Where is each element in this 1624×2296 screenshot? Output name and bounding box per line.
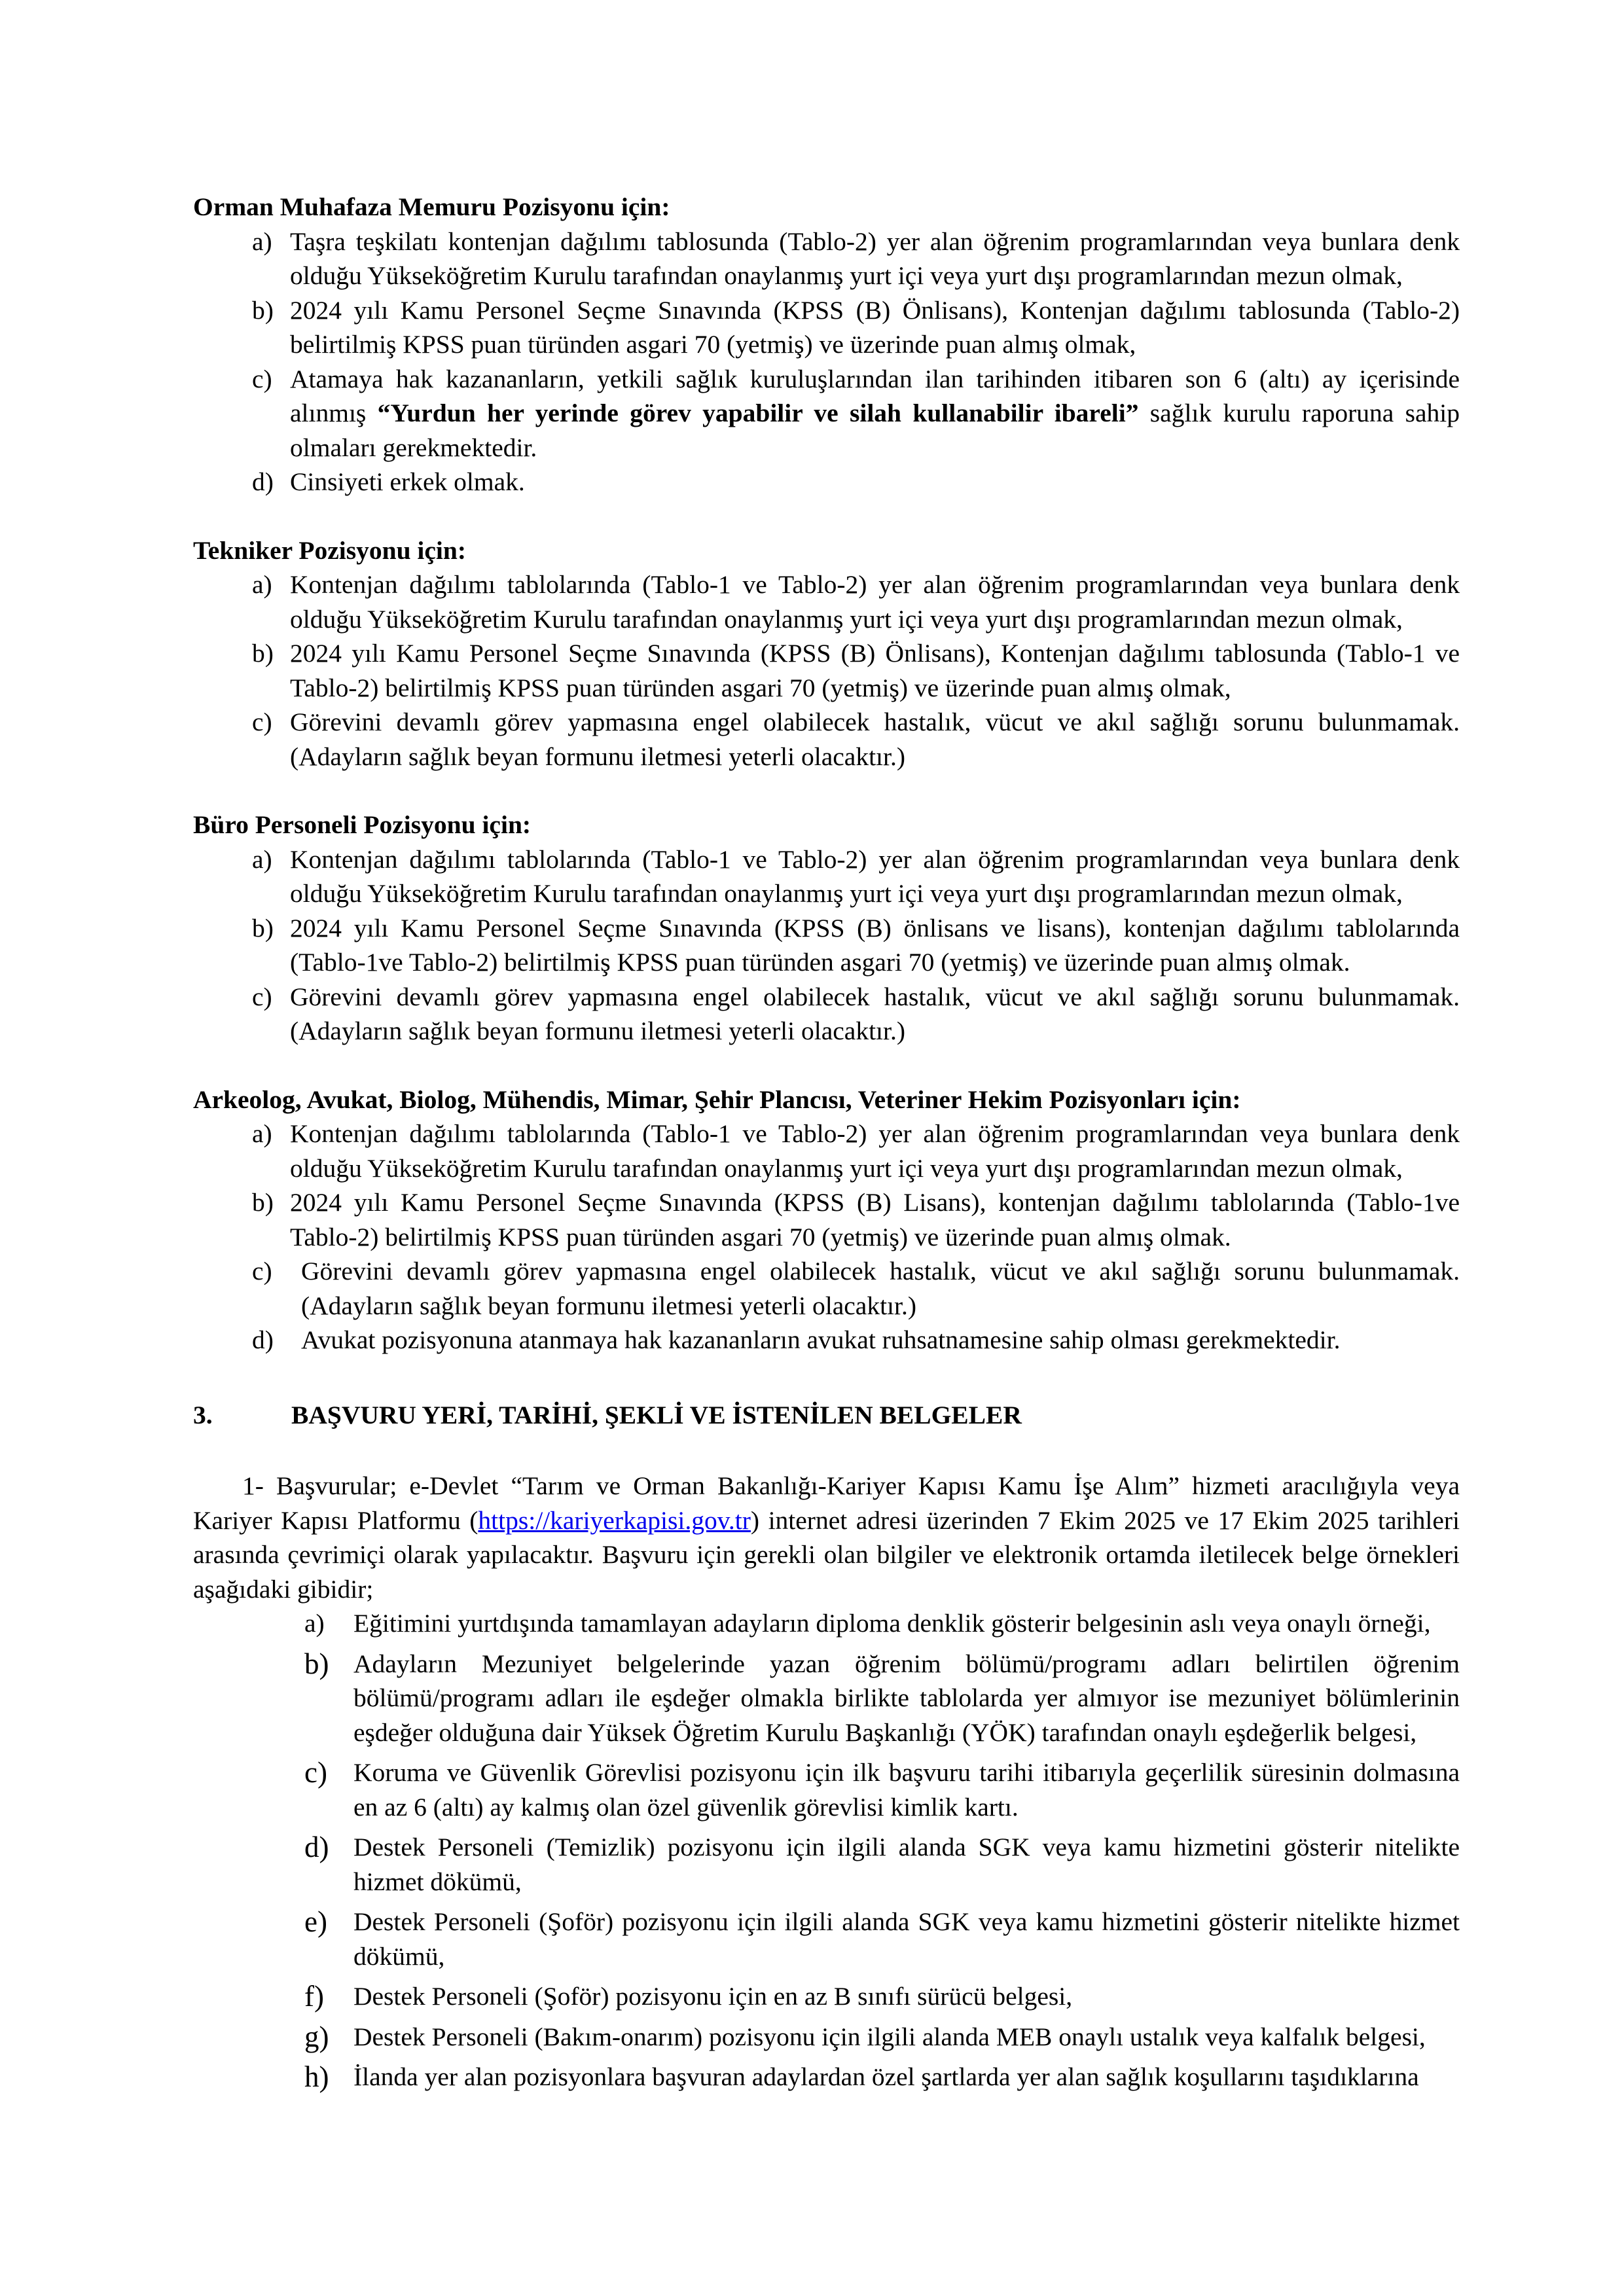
item-text: Koruma ve Güvenlik Görevlisi pozisyonu için ilk başvuru tarihi itibarıyla geçerlilik süresinin dolmasına en az 6 (altı) ay kalmış olan özel güvenlik görevlisi kimlik kartı. [353, 1758, 1460, 1821]
item-label: a) [252, 570, 272, 599]
document-item [193, 2060, 1460, 2094]
item-label: a) [252, 226, 272, 256]
item-text: Avukat pozisyonuna atanmaya hak kazananların avukat ruhsatnamesine sahip olması gerekmektedir. [301, 1325, 1341, 1354]
item-text: Destek Personeli (Bakım-onarım) pozisyonu için ilgili alanda MEB onaylı ustalık veya kalfalık belgesi, [353, 2022, 1426, 2051]
item-text: İlanda yer alan pozisyonlara başvuran adaylardan özel şartlarda yer alan sağlık koşullarını taşıdıklarına [353, 2062, 1419, 2091]
item-label: h) [304, 2060, 329, 2093]
section-number-heading [193, 1398, 1460, 1433]
item-label: d) [252, 1325, 274, 1354]
list-item [193, 911, 1460, 980]
list-item [193, 293, 1460, 362]
list-item [193, 1323, 1460, 1357]
section-heading: Orman Muhafaza Memuru Pozisyonu için: [193, 192, 670, 221]
document-item [193, 1755, 1460, 1824]
required-documents-list [193, 1606, 1460, 2094]
item-text: 2024 yılı Kamu Personel Seçme Sınavında (KPSS (B) önlisans ve lisans), kontenjan dağılımı tablolarında (Tablo-1ve Tablo-2) belirtilmiş KPSS puan türünden asgari 70 (yetmiş) ve üzerinde puan almış olmak. [290, 913, 1460, 977]
item-text-emphasis: “Yurdun her yerinde görev yapabilir ve silah kullanabilir ibareli” [377, 399, 1139, 427]
document-item [193, 2020, 1460, 2054]
item-label: c) [304, 1756, 327, 1789]
section-heading: Tekniker Pozisyonu için: [193, 535, 467, 565]
item-text: Atamaya hak kazananların, yetkili sağlık kuruluşlarından ilan tarihinden itibaren son 6 (altı) ay içerisinde alınmış [290, 364, 1460, 427]
item-text: Destek Personeli (Şoför) pozisyonu için ilgili alanda SGK veya kamu hizmetini gösterir nitelikte hizmet dökümü, [353, 1907, 1460, 1971]
item-label: c) [252, 1257, 272, 1285]
item-text: Kontenjan dağılımı tablolarında (Tablo-1 ve Tablo-2) yer alan öğrenim programlarından veya bunlara denk olduğu Yükseköğretim Kurulu tarafından onaylanmış yurt içi veya yurt dışı programlarından mezun olmak, [290, 1119, 1460, 1183]
item-text: Görevini devamlı görev yapmasına engel olabilecek hastalık, vücut ve akıl sağlığı sorunu bulunmamak. (Adayların sağlık beyan formunu iletmesi yeterli olacaktır.) [290, 982, 1460, 1045]
item-label: c) [252, 982, 272, 1011]
item-label: d) [304, 1831, 329, 1863]
item-text: Cinsiyeti erkek olmak. [290, 467, 525, 496]
section-number: 3. [193, 1400, 213, 1429]
item-text: Eğitimini yurtdışında tamamlayan adayların diploma denklik gösterir belgesinin aslı veya onaylı örneği, [353, 1609, 1431, 1638]
kariyer-kapisi-link[interactable]: https://kariyerkapisi.gov.tr [478, 1505, 751, 1535]
list-item [193, 1254, 1460, 1323]
item-text: Görevini devamlı görev yapmasına engel olabilecek hastalık, vücut ve akıl sağlığı sorunu bulunmamak. (Adayların sağlık beyan formunu iletmesi yeterli olacaktır.) [301, 1257, 1460, 1320]
document-item [193, 1979, 1460, 2014]
document-item [193, 1606, 1460, 1641]
list-item [193, 842, 1460, 911]
item-label: d) [252, 467, 274, 496]
item-text: Destek Personeli (Şoför) pozisyonu için en az B sınıfı sürücü belgesi, [353, 1982, 1073, 2011]
list-item [193, 1185, 1460, 1254]
item-text: 2024 yılı Kamu Personel Seçme Sınavında (KPSS (B) Önlisans), Kontenjan dağılımı tablosunda (Tablo-2) belirtilmiş KPSS puan türünden asgari 70 (yetmiş) ve üzerinde puan almış olmak, [290, 295, 1460, 359]
item-text: 2024 yılı Kamu Personel Seçme Sınavında (KPSS (B) Önlisans), Kontenjan dağılımı tablosunda (Tablo-1 ve Tablo-2) belirtilmiş KPSS puan türünden asgari 70 (yetmiş) ve üzerinde puan almış olmak, [290, 639, 1460, 702]
requirements-list [193, 842, 1460, 1049]
item-label: b) [252, 295, 274, 325]
requirements-list [193, 1117, 1460, 1357]
list-item [193, 1117, 1460, 1185]
paragraph-text: 1- Başvurular; e-Devlet “Tarım ve Orman Bakanlığı-Kariyer Kapısı Kamu İşe Alım” hizmeti aracılığıyla veya Kariyer Kapısı Platformu ( [193, 1471, 1460, 1535]
item-text: sağlık kurulu raporuna sahip olmaları gerekmektedir. [290, 399, 1460, 462]
list-item [193, 465, 1460, 499]
item-text: Kontenjan dağılımı tablolarında (Tablo-1 ve Tablo-2) yer alan öğrenim programlarından veya bunlara denk olduğu Yükseköğretim Kurulu tarafından onaylanmış yurt içi veya yurt dışı programlarından mezun olmak, [290, 844, 1460, 908]
list-item [193, 567, 1460, 636]
item-text: Kontenjan dağılımı tablolarında (Tablo-1 ve Tablo-2) yer alan öğrenim programlarından veya bunlara denk olduğu Yükseköğretim Kurulu tarafından onaylanmış yurt içi veya yurt dışı programlarından mezun olmak, [290, 570, 1460, 634]
requirements-list [193, 567, 1460, 774]
list-item [193, 705, 1460, 774]
section-heading: Büro Personeli Pozisyonu için: [193, 810, 532, 839]
item-text: Destek Personeli (Temizlik) pozisyonu için ilgili alanda SGK veya kamu hizmetini gösterir nitelikte hizmet dökümü, [353, 1833, 1460, 1896]
section-tekniker [193, 533, 1460, 774]
list-item [193, 636, 1460, 705]
document-item [193, 1830, 1460, 1899]
item-text: Taşra teşkilatı kontenjan dağılımı tablosunda (Tablo-2) yer alan öğrenim programlarından veya bunlara denk olduğu Yükseköğretim Kurulu tarafından onaylanmış yurt içi veya yurt dışı programlarından mezun olmak, [290, 226, 1460, 290]
section-basvuru [193, 1398, 1460, 2094]
item-label: c) [252, 364, 272, 393]
section-orman-muhafaza [193, 190, 1460, 499]
paragraph-text: ) internet adresi üzerinden 7 Ekim 2025 ve 17 Ekim 2025 tarihleri arasında çevrimiçi olarak yapılacaktır. Başvuru için gerekli olan bilgiler ve elektronik ortamda iletilecek belge örnekleri aşağıdaki gibidir; [193, 1505, 1460, 1604]
item-label: b) [252, 1188, 274, 1217]
item-label: f) [304, 1980, 324, 2013]
item-label: a) [304, 1609, 325, 1638]
section-heading: Arkeolog, Avukat, Biolog, Mühendis, Mimar, Şehir Plancısı, Veteriner Hekim Pozisyonları için: [193, 1085, 1241, 1114]
item-label: g) [304, 2020, 329, 2053]
section-buro-personeli [193, 808, 1460, 1049]
document-item [193, 1647, 1460, 1750]
list-item [193, 980, 1460, 1049]
item-label: a) [252, 844, 272, 874]
item-label: c) [252, 708, 272, 736]
item-label: e) [304, 1905, 327, 1938]
document-page [193, 190, 1460, 2100]
item-text: Görevini devamlı görev yapmasına engel olabilecek hastalık, vücut ve akıl sağlığı sorunu bulunmamak. (Adayların sağlık beyan formunu iletmesi yeterli olacaktır.) [290, 708, 1460, 771]
item-label: b) [252, 639, 274, 668]
item-text: 2024 yılı Kamu Personel Seçme Sınavında (KPSS (B) Lisans), kontenjan dağılımı tablolarında (Tablo-1ve Tablo-2) belirtilmiş KPSS puan türünden asgari 70 (yetmiş) ve üzerinde puan almış olmak. [290, 1188, 1460, 1251]
list-item [193, 362, 1460, 465]
item-label: b) [304, 1647, 329, 1680]
item-label: b) [252, 913, 274, 942]
item-label: a) [252, 1119, 272, 1148]
document-item [193, 1905, 1460, 1973]
section-title: BAŞVURU YERİ, TARİHİ, ŞEKLİ VE İSTENİLEN BELGELER [291, 1400, 1022, 1429]
application-paragraph [193, 1469, 1460, 1606]
section-lisans-pozisyonlari [193, 1083, 1460, 1357]
list-item [193, 224, 1460, 293]
requirements-list [193, 224, 1460, 499]
item-text: Adayların Mezuniyet belgelerinde yazan öğrenim bölümü/programı adları belirtilen öğrenim bölümü/programı adları ile eşdeğer olmakla birlikte tablolarda yer almıyor ise mezuniyet bölümlerinin eşdeğer olduğuna dair Yüksek Öğretim Kurulu Başkanlığı (YÖK) tarafından onaylı eşdeğerlik belgesi, [353, 1649, 1460, 1747]
